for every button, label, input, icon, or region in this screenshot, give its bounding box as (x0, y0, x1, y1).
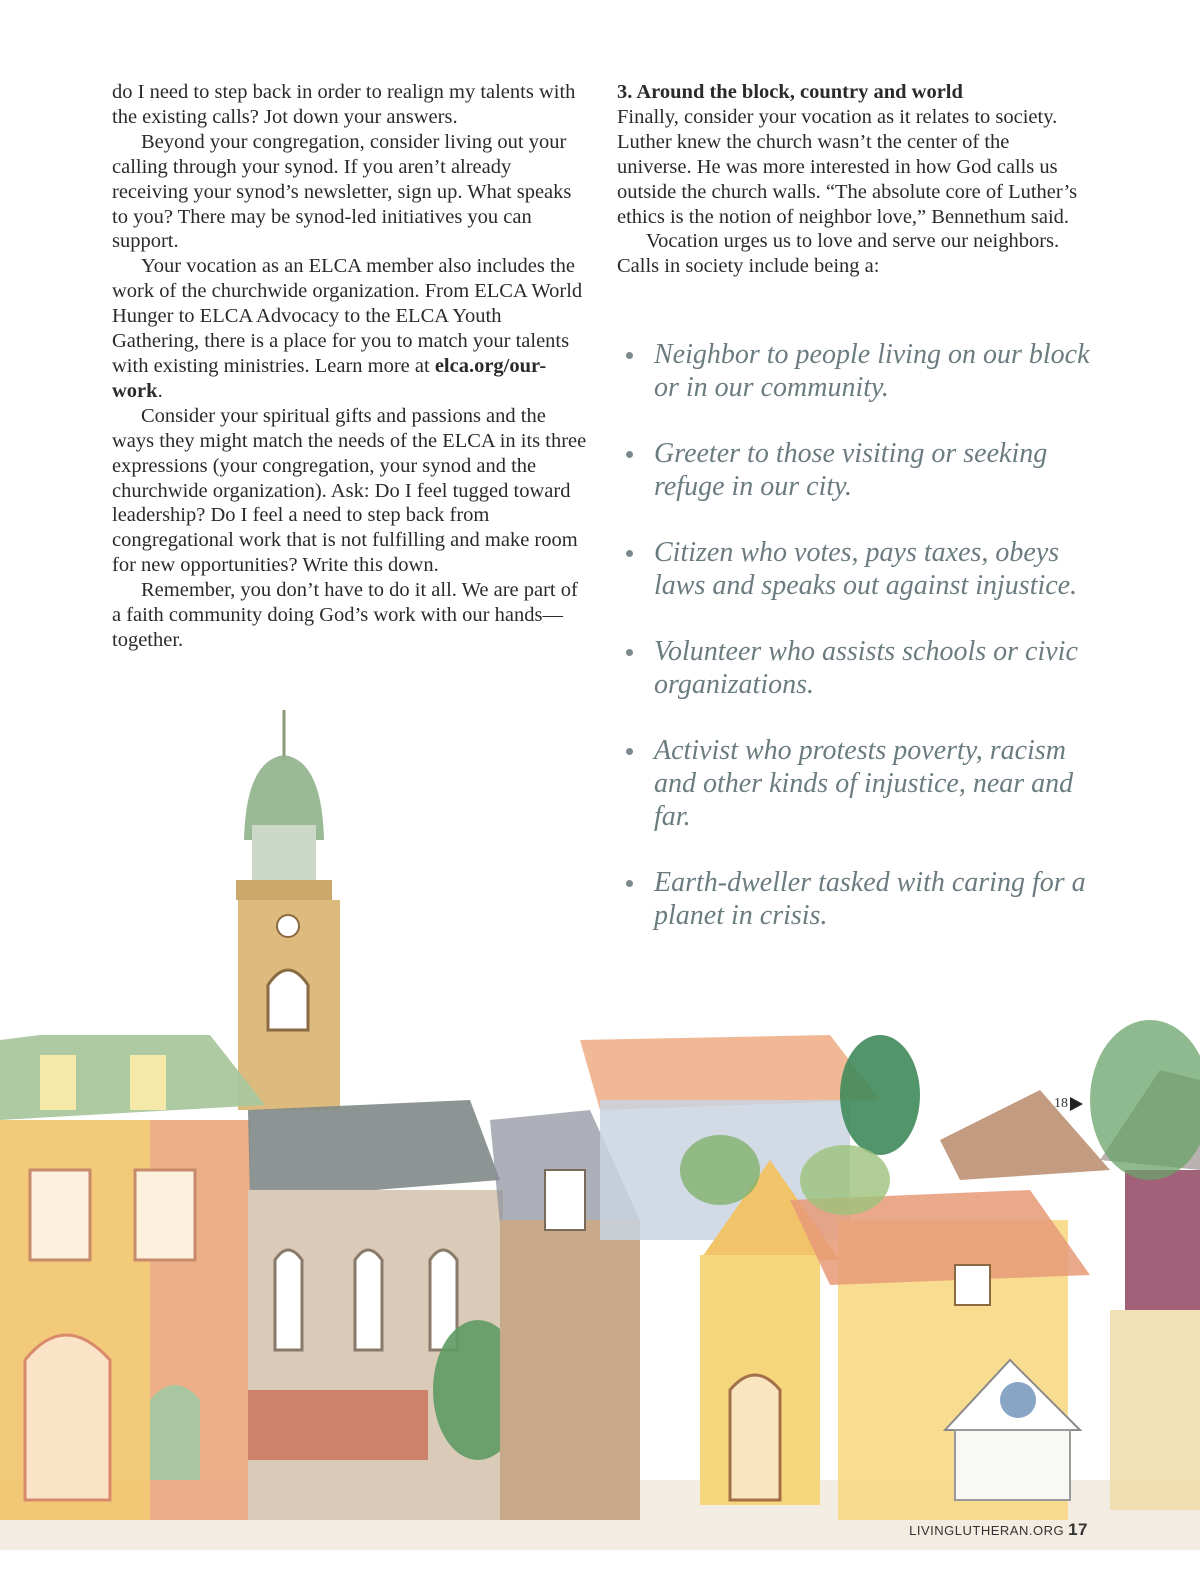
left-paragraph-4: Consider your spiritual gifts and passions and the ways they might match the needs of the ELCA in its three expressions (your congregation, your synod and the churchwide organization). Ask: Do I feel tugged toward leadership? Do I feel a need to step back from congregational work that is not fulfilling and make room for new opportunities? Write this down. (112, 404, 587, 577)
continued-page-number: 18 (1054, 1096, 1068, 1111)
page-number: 17 (1068, 1520, 1088, 1539)
footer-site: LIVINGLUTHERAN.ORG (909, 1523, 1065, 1538)
bullet-icon (626, 352, 633, 359)
list-item: Greeter to those visiting or seeking refuge in our city. (622, 437, 1092, 503)
right-paragraph-1: Finally, consider your vocation as it relates to society. Luther knew the church wasn’t the center of the universe. He was more interested in how God calls us outside the church walls. “The absolute core of Luther’s ethics is the notion of neighbor love,” Bennethum said. (617, 105, 1078, 228)
continued-marker (1054, 1096, 1083, 1112)
bullet-icon (626, 550, 633, 557)
list-item: Citizen who votes, pays taxes, obeys laws and speaks out against injustice. (622, 536, 1092, 602)
bullet-icon (626, 649, 633, 656)
arrow-right-icon (1070, 1097, 1083, 1111)
left-column (112, 80, 587, 653)
bullet-icon (626, 451, 633, 458)
right-paragraph-2: Vocation urges us to love and serve our neighbors. Calls in society include being a: (617, 230, 1060, 278)
watercolor-town-illustration (0, 700, 1200, 1575)
right-column (617, 80, 1087, 279)
left-paragraph-2: Beyond your congregation, consider living out your calling through your synod. If you aren’t already receiving your synod’s newsletter, sign up. What speaks to you? There may be synod-led initiatives you can support. (112, 130, 572, 253)
list-item: Neighbor to people living on our block or in our community. (622, 338, 1092, 404)
page-footer (909, 1520, 1088, 1540)
church-tower (236, 710, 340, 1110)
left-paragraph-1: do I need to step back in order to realign my talents with the existing calls? Jot down your answers. (112, 81, 576, 128)
left-paragraph-3 (112, 254, 587, 403)
elca-work-link[interactable]: elca.org/our-work (112, 354, 547, 402)
list-item: Volunteer who assists schools or civic organizations. (622, 635, 1092, 701)
left-paragraph-5: Remember, you don’t have to do it all. We are part of a faith community doing God’s work with our hands—together. (112, 579, 578, 651)
list-item: Earth-dweller tasked with caring for a planet in crisis. (622, 866, 1092, 932)
section-heading: 3. Around the block, country and world (617, 81, 963, 103)
left-paragraph-3-end: . (157, 379, 163, 402)
list-item: Activist who protests poverty, racism and other kinds of injustice, near and far. (622, 734, 1092, 833)
left-paragraph-3-text: Your vocation as an ELCA member also includes the work of the churchwide organization. From ELCA World Hunger to ELCA Advocacy to the ELCA Youth Gathering, there is a place for you to match your talents with existing ministries. Learn more at (112, 255, 583, 377)
